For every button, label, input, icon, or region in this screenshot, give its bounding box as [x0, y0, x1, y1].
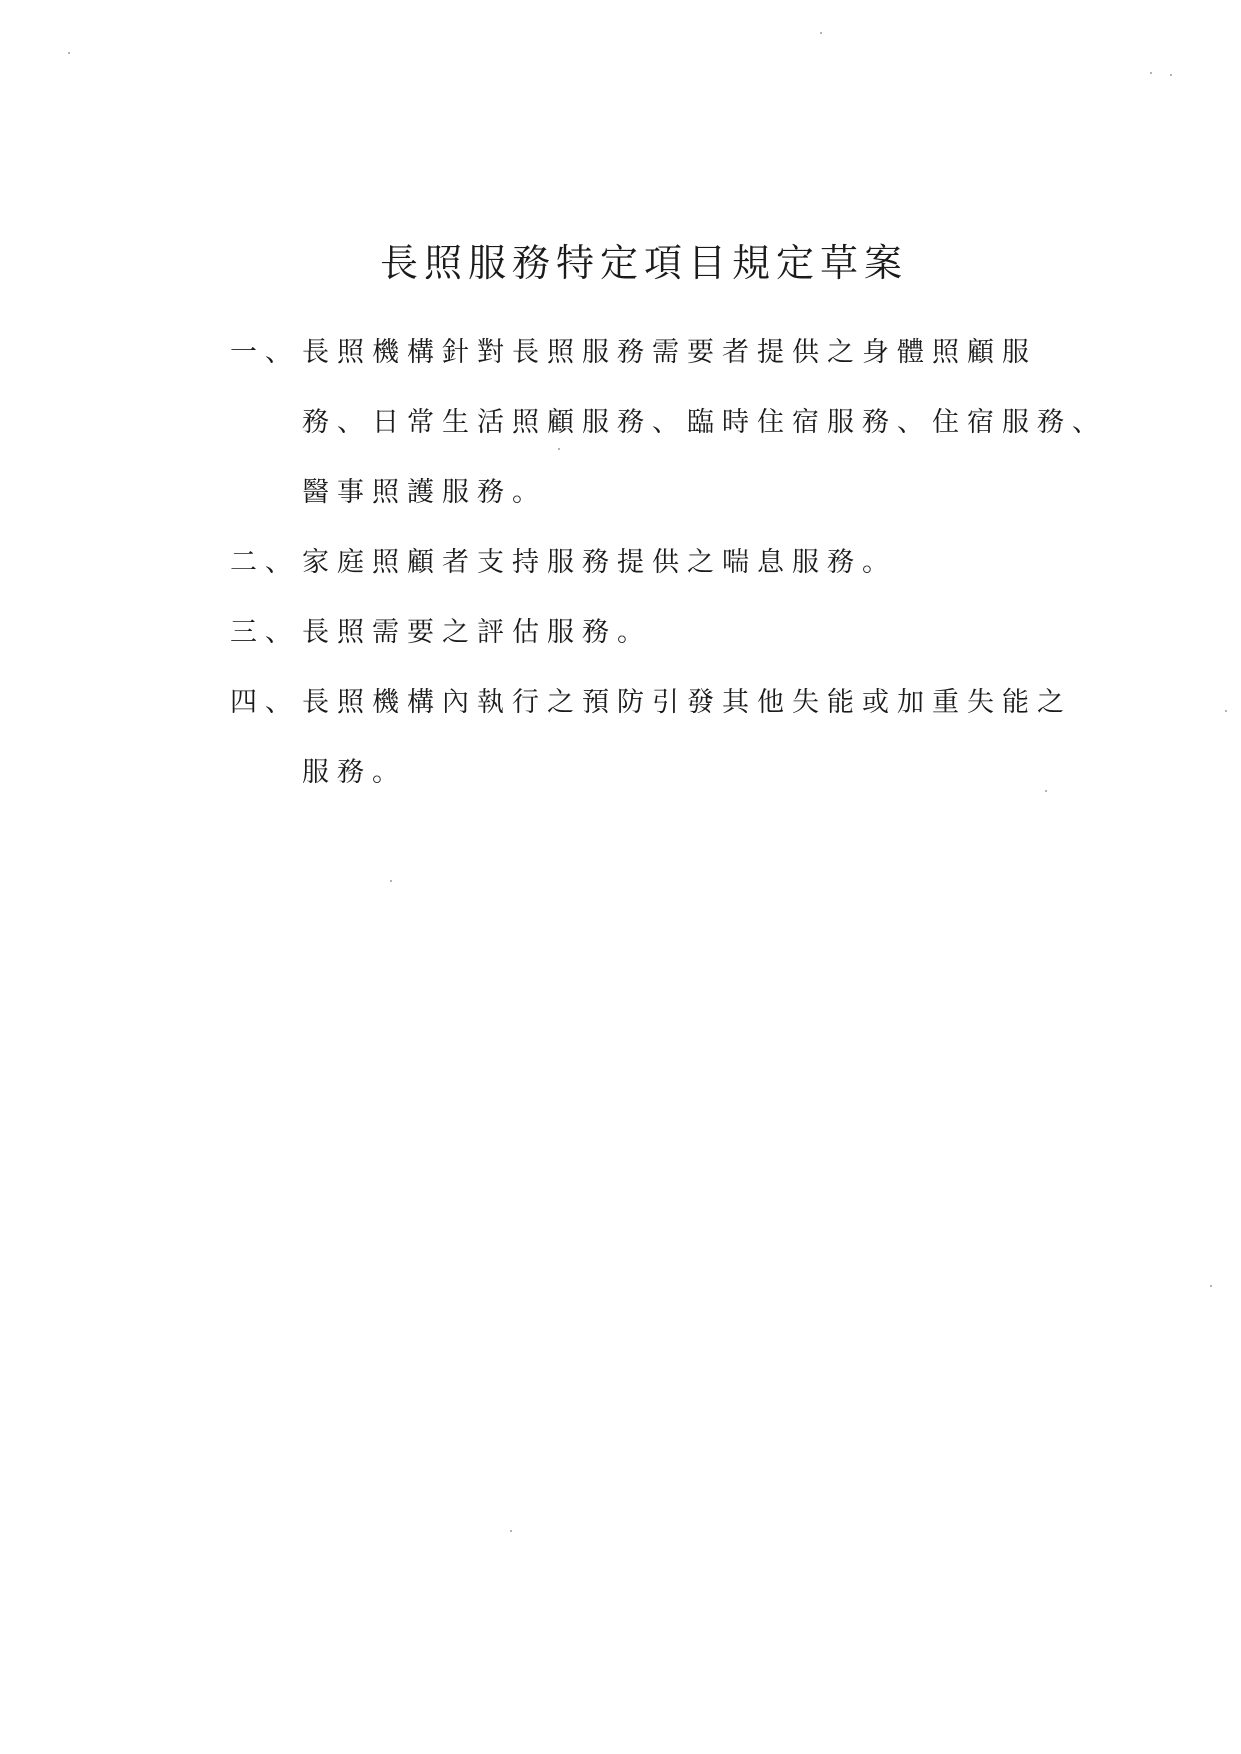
scan-speck: [1170, 74, 1172, 76]
document-title: 長照服務特定項目規定草案: [380, 241, 909, 285]
item-text-line: 醫事照護服務。: [302, 477, 547, 508]
item-text-line: 長照機構針對長照服務需要者提供之身體照顧服: [302, 337, 1037, 368]
scan-speck: [558, 448, 560, 450]
item-marker: 四、: [230, 687, 300, 718]
scan-speck: [1150, 72, 1152, 74]
item-text-line: 務、日常生活照顧服務、臨時住宿服務、住宿服務、: [302, 407, 1107, 438]
item-text-line: 長照機構內執行之預防引發其他失能或加重失能之: [302, 687, 1072, 718]
item-marker: 一、: [230, 337, 300, 368]
list-item: [230, 318, 1107, 528]
scan-speck: [1225, 710, 1227, 712]
scan-speck: [1045, 790, 1047, 792]
item-marker: 三、: [230, 617, 300, 648]
item-marker: 二、: [230, 547, 300, 578]
item-text-line: 家庭照顧者支持服務提供之喘息服務。: [302, 547, 897, 578]
scan-speck: [390, 880, 392, 882]
list-item: [230, 528, 1090, 598]
item-text-line: 服務。: [302, 757, 407, 788]
scan-speck: [68, 52, 70, 54]
scan-speck: [510, 1530, 512, 1532]
item-text-line: 長照需要之評估服務。: [302, 617, 652, 648]
scan-speck: [1210, 1285, 1212, 1287]
list-item: [230, 598, 1090, 668]
scan-speck: [820, 32, 822, 34]
list-item: [230, 668, 1090, 808]
item-list: [230, 318, 1107, 808]
